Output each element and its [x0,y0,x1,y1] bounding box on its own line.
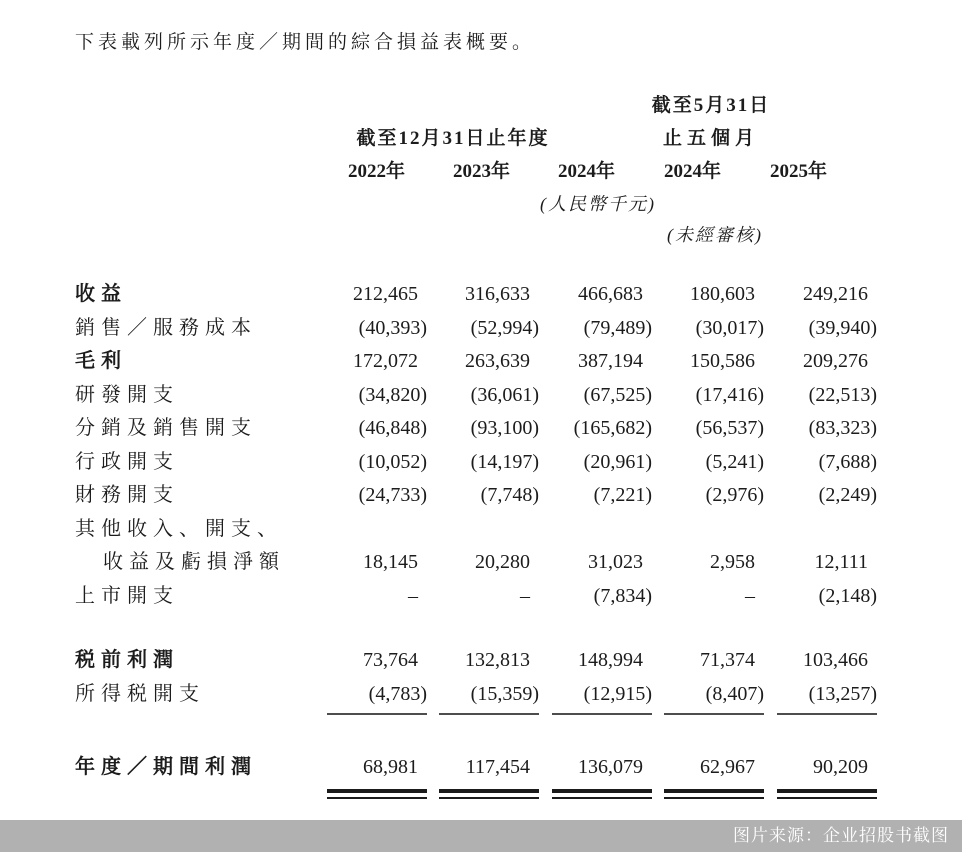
cell-value: 90,209 [813,756,868,778]
cell-value: (17,416) [695,383,764,406]
cell-value: (36,061) [470,383,539,406]
cell-value: (2,976) [705,484,764,506]
spacer-row [75,613,877,644]
cell-value: 68,981 [363,756,418,778]
cell-value: 212,465 [353,283,418,305]
cell-value: 148,994 [578,649,643,671]
cell-value: (79,489) [583,316,652,339]
cell-value: 209,276 [803,350,868,372]
cell-value: 71,374 [700,649,755,671]
cell-value: (56,537) [695,417,764,439]
row-label: 財務開支 [75,484,179,506]
row-finance-costs [75,479,877,513]
row-selling-expenses [75,412,877,446]
cell-value: (46,848) [358,417,427,439]
cell-value: (10,052) [358,450,427,473]
cell-value: (83,323) [808,417,877,439]
row-label: 銷售／服務成本 [75,316,257,339]
cell-value: 132,813 [465,649,530,671]
total-rule [327,789,427,799]
cell-value: 117,454 [465,756,530,778]
col-group-interim-line2: 止五個月 [662,128,759,149]
row-label: 所得税開支 [75,682,205,705]
total-rule [552,789,652,799]
total-rule [664,789,764,799]
year-header-2024: 2024年 [558,161,616,182]
row-label: 毛利 [75,350,127,372]
cell-value: (7,834) [593,584,652,607]
total-rule [439,789,539,799]
row-label: 行政開支 [75,450,179,473]
cell-value: (7,688) [818,450,877,473]
currency-unit-note: (人民幣千元) [540,194,656,214]
cell-value: (22,513) [808,383,877,406]
cell-value: 150,586 [690,350,755,372]
cell-value: (93,100) [470,417,539,439]
cell-value: (8,407) [705,682,764,705]
cell-value: – [520,584,530,607]
row-label: 年度／期間利潤 [75,756,257,778]
cell-value: 316,633 [465,283,530,305]
spacer-row [75,715,877,751]
col-group-annual: 截至12月31日止年度 [356,128,550,149]
row-cost-of-sales [75,312,877,346]
page-title: 下表載列所示年度／期間的綜合損益表概要。 [75,32,536,53]
cell-value: 263,639 [465,350,530,372]
cell-value: 103,466 [803,649,868,671]
col-group-interim-line1: 截至5月31日 [651,95,771,116]
cell-value: (5,241) [705,450,764,473]
cell-value: (165,682) [573,417,652,439]
cell-value: (20,961) [583,450,652,473]
cell-value: (12,915) [583,682,652,705]
row-profit-for-period [75,751,877,799]
row-rd-expenses [75,379,877,413]
row-label: 上市開支 [75,584,179,607]
row-admin-expenses [75,446,877,480]
source-label: 图片来源：企业招股书截图 [733,826,949,845]
cell-value: (52,994) [470,316,539,339]
cell-value: (30,017) [695,316,764,339]
cell-value: 62,967 [700,756,755,778]
row-label: 其他收入、開支、 [75,517,283,540]
total-rule [777,789,877,799]
cell-value: 73,764 [363,649,418,671]
cell-value: 172,072 [353,350,418,372]
cell-value: 466,683 [578,283,643,305]
row-label: 收益 [75,283,127,305]
cell-value: (7,748) [480,484,539,506]
cell-value: 2,958 [710,551,755,573]
cell-value: 18,145 [363,551,418,573]
cell-value: 31,023 [588,551,643,573]
cell-value: (34,820) [358,383,427,406]
row-label: 研發開支 [75,383,179,406]
cell-value: (15,359) [470,682,539,705]
year-header-2024-5m: 2024年 [664,161,722,182]
cell-value: (13,257) [808,682,877,705]
cell-value: (14,197) [470,450,539,473]
cell-value: 20,280 [475,551,530,573]
row-listing-expenses [75,580,877,614]
cell-value: – [745,584,755,607]
cell-value: (67,525) [583,383,652,406]
income-statement-table [75,278,877,799]
row-label: 收益及虧損淨額 [103,551,285,573]
cell-value: (7,221) [593,484,652,506]
row-revenue [75,278,877,312]
cell-value: 12,111 [814,551,868,573]
cell-value: 249,216 [803,283,868,305]
cell-value: (39,940) [808,316,877,339]
row-profit-before-tax [75,644,877,678]
cell-value: (2,249) [818,484,877,506]
cell-value: (4,783) [368,682,427,705]
year-header-2023: 2023年 [453,161,511,182]
cell-value: 180,603 [690,283,755,305]
unaudited-note: (未經審核) [667,225,763,245]
year-header-2022: 2022年 [348,161,406,182]
cell-value: (40,393) [358,316,427,339]
row-gross-profit [75,345,877,379]
row-other-income-line1 [75,513,877,547]
cell-value: (24,733) [358,484,427,506]
cell-value: – [408,584,418,607]
row-income-tax [75,678,877,716]
row-label: 分銷及銷售開支 [75,417,257,439]
year-header-2025-5m: 2025年 [770,161,828,182]
row-other-income-line2 [75,546,877,580]
cell-value: 387,194 [578,350,643,372]
source-badge [0,820,962,852]
cell-value: 136,079 [578,756,643,778]
row-label: 税前利潤 [75,649,179,671]
cell-value: (2,148) [818,584,877,607]
